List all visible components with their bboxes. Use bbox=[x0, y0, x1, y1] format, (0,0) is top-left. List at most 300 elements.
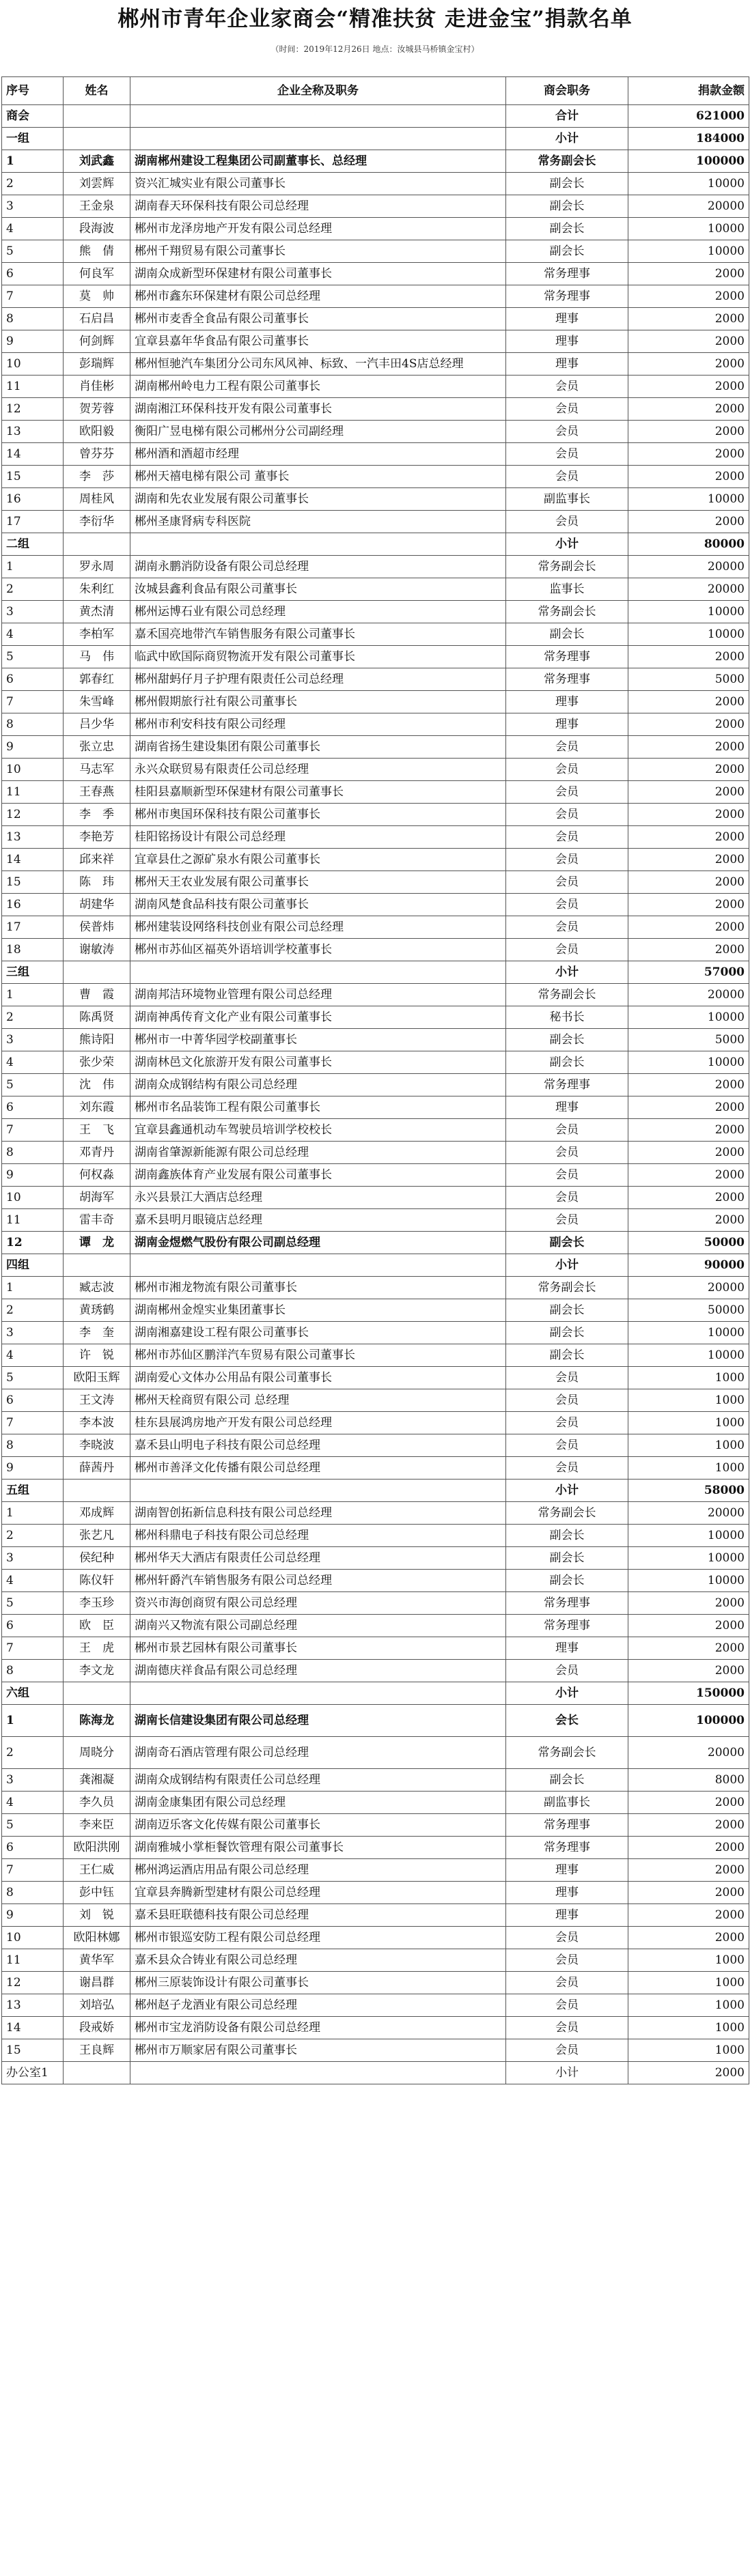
donation-amount: 2000 bbox=[628, 2062, 749, 2084]
company-and-title: 郴州华天大酒店有限责任公司总经理 bbox=[130, 1547, 506, 1570]
member-name: 黄杰清 bbox=[64, 601, 130, 623]
company-and-title: 湖南奇石酒店管理有限公司总经理 bbox=[130, 1737, 506, 1769]
table-row bbox=[2, 916, 749, 939]
header-position: 商会职务 bbox=[506, 77, 628, 105]
row-number: 8 bbox=[2, 1882, 64, 1904]
donation-amount: 2000 bbox=[628, 736, 749, 759]
company-and-title: 临武中欧国际商贸物流开发有限公司董事长 bbox=[130, 646, 506, 668]
member-name: 刘东霞 bbox=[64, 1096, 130, 1119]
table-row bbox=[2, 578, 749, 601]
company-and-title: 宜章县仕之源矿泉水有限公司董事长 bbox=[130, 849, 506, 871]
row-number: 5 bbox=[2, 1367, 64, 1389]
chamber-position: 常务理事 bbox=[506, 1837, 628, 1859]
table-row bbox=[2, 1209, 749, 1232]
table-row bbox=[2, 1769, 749, 1792]
member-name: 王良辉 bbox=[64, 2039, 130, 2062]
table-row bbox=[2, 1859, 749, 1882]
header-no: 序号 bbox=[2, 77, 64, 105]
donation-amount: 2000 bbox=[628, 759, 749, 781]
row-number: 8 bbox=[2, 1434, 64, 1457]
row-number: 6 bbox=[2, 1096, 64, 1119]
row-number: 6 bbox=[2, 668, 64, 691]
table-row bbox=[2, 1051, 749, 1074]
chamber-position: 会员 bbox=[506, 1142, 628, 1164]
member-name: 谢昌群 bbox=[64, 1972, 130, 1994]
donation-amount: 2000 bbox=[628, 1927, 749, 1949]
member-name: 薛茜丹 bbox=[64, 1457, 130, 1480]
member-name: 臧志波 bbox=[64, 1277, 130, 1299]
chamber-position: 理事 bbox=[506, 330, 628, 353]
company-and-title: 宜章县奔腾新型建材有限公司总经理 bbox=[130, 1882, 506, 1904]
row-number: 9 bbox=[2, 736, 64, 759]
member-name: 欧阳林娜 bbox=[64, 1927, 130, 1949]
table-row bbox=[2, 2039, 749, 2062]
chamber-position: 常务副会长 bbox=[506, 556, 628, 578]
donation-amount: 1000 bbox=[628, 1389, 749, 1412]
table-row bbox=[2, 939, 749, 961]
member-name: 曾芬芬 bbox=[64, 443, 130, 466]
company-and-title: 郴州假期旅行社有限公司董事长 bbox=[130, 691, 506, 713]
row-number: 17 bbox=[2, 511, 64, 533]
company-and-title bbox=[130, 961, 506, 984]
member-name: 彭瑞辉 bbox=[64, 353, 130, 376]
company-and-title: 郴州市湘龙物流有限公司董事长 bbox=[130, 1277, 506, 1299]
chamber-position: 会员 bbox=[506, 1660, 628, 1682]
member-name bbox=[64, 961, 130, 984]
chamber-position: 常务理事 bbox=[506, 646, 628, 668]
company-and-title: 郴州市利安科技有限公司经理 bbox=[130, 713, 506, 736]
table-row bbox=[2, 894, 749, 916]
donation-amount: 80000 bbox=[628, 533, 749, 556]
chamber-position: 会员 bbox=[506, 736, 628, 759]
donation-amount: 2000 bbox=[628, 713, 749, 736]
member-name: 李玉珍 bbox=[64, 1592, 130, 1615]
donation-amount: 2000 bbox=[628, 1637, 749, 1660]
chamber-position: 会员 bbox=[506, 849, 628, 871]
table-row bbox=[2, 2017, 749, 2039]
member-name: 李衍华 bbox=[64, 511, 130, 533]
member-name: 王金泉 bbox=[64, 195, 130, 218]
company-and-title: 湖南春天环保科技有限公司总经理 bbox=[130, 195, 506, 218]
chamber-position: 常务副会长 bbox=[506, 1277, 628, 1299]
row-number: 4 bbox=[2, 1051, 64, 1074]
row-number: 12 bbox=[2, 398, 64, 421]
donation-amount: 2000 bbox=[628, 1792, 749, 1814]
row-number: 3 bbox=[2, 1322, 64, 1344]
member-name: 刘培弘 bbox=[64, 1994, 130, 2017]
donation-amount: 2000 bbox=[628, 1837, 749, 1859]
member-name: 陈仪轩 bbox=[64, 1570, 130, 1592]
chamber-position: 会员 bbox=[506, 1927, 628, 1949]
company-and-title: 桂东县展鸿房地产开发有限公司总经理 bbox=[130, 1412, 506, 1434]
chamber-position: 会员 bbox=[506, 2039, 628, 2062]
chamber-position: 副会长 bbox=[506, 1029, 628, 1051]
chamber-position: 副会长 bbox=[506, 173, 628, 195]
row-number: 15 bbox=[2, 466, 64, 488]
row-number: 5 bbox=[2, 1592, 64, 1615]
donation-amount: 10000 bbox=[628, 1547, 749, 1570]
table-row bbox=[2, 1164, 749, 1187]
table-row bbox=[2, 691, 749, 713]
table-row bbox=[2, 1547, 749, 1570]
member-name: 黄华军 bbox=[64, 1949, 130, 1972]
table-row bbox=[2, 128, 749, 150]
chamber-position: 会员 bbox=[506, 511, 628, 533]
donation-amount: 2000 bbox=[628, 466, 749, 488]
chamber-position: 秘书长 bbox=[506, 1006, 628, 1029]
row-number: 8 bbox=[2, 1142, 64, 1164]
company-and-title: 湖南德庆祥食品有限公司总经理 bbox=[130, 1660, 506, 1682]
table-row bbox=[2, 1142, 749, 1164]
chamber-position: 副会长 bbox=[506, 195, 628, 218]
chamber-position: 理事 bbox=[506, 308, 628, 330]
chamber-position: 常务理事 bbox=[506, 1592, 628, 1615]
donation-amount: 2000 bbox=[628, 308, 749, 330]
company-and-title: 湖南众成钢结构有限责任公司总经理 bbox=[130, 1769, 506, 1792]
member-name: 熊 倩 bbox=[64, 240, 130, 263]
table-row bbox=[2, 1277, 749, 1299]
chamber-position: 常务理事 bbox=[506, 1074, 628, 1096]
row-number: 2 bbox=[2, 1737, 64, 1769]
chamber-position: 会员 bbox=[506, 1367, 628, 1389]
member-name: 侯普炜 bbox=[64, 916, 130, 939]
company-and-title: 湖南兴又物流有限公司副总经理 bbox=[130, 1615, 506, 1637]
donation-amount: 90000 bbox=[628, 1254, 749, 1277]
row-number: 1 bbox=[2, 1502, 64, 1525]
table-row bbox=[2, 533, 749, 556]
member-name: 李 莎 bbox=[64, 466, 130, 488]
row-number: 商会 bbox=[2, 105, 64, 128]
table-row bbox=[2, 1502, 749, 1525]
member-name: 何剑辉 bbox=[64, 330, 130, 353]
member-name: 陈海龙 bbox=[64, 1705, 130, 1737]
row-number: 11 bbox=[2, 781, 64, 804]
donation-amount: 2000 bbox=[628, 1096, 749, 1119]
donation-amount: 2000 bbox=[628, 376, 749, 398]
row-number: 18 bbox=[2, 939, 64, 961]
row-number: 1 bbox=[2, 984, 64, 1006]
company-and-title bbox=[130, 128, 506, 150]
member-name: 李晓波 bbox=[64, 1434, 130, 1457]
chamber-position: 理事 bbox=[506, 1637, 628, 1660]
member-name: 贺芳蓉 bbox=[64, 398, 130, 421]
table-row bbox=[2, 1660, 749, 1682]
table-row bbox=[2, 1792, 749, 1814]
member-name: 郭春红 bbox=[64, 668, 130, 691]
chamber-position: 会员 bbox=[506, 443, 628, 466]
row-number: 9 bbox=[2, 1164, 64, 1187]
chamber-position: 副会长 bbox=[506, 1322, 628, 1344]
member-name: 李文龙 bbox=[64, 1660, 130, 1682]
row-number: 1 bbox=[2, 1277, 64, 1299]
row-number: 16 bbox=[2, 488, 64, 511]
row-number: 9 bbox=[2, 330, 64, 353]
member-name bbox=[64, 128, 130, 150]
company-and-title: 湖南郴州金煌实业集团董事长 bbox=[130, 1299, 506, 1322]
company-and-title: 湖南林邑文化旅游开发有限公司董事长 bbox=[130, 1051, 506, 1074]
chamber-position: 副会长 bbox=[506, 1299, 628, 1322]
company-and-title: 郴州千翔贸易有限公司董事长 bbox=[130, 240, 506, 263]
donation-amount: 1000 bbox=[628, 1367, 749, 1389]
member-name: 刘 锐 bbox=[64, 1904, 130, 1927]
chamber-position: 小计 bbox=[506, 1480, 628, 1502]
donation-amount: 1000 bbox=[628, 1949, 749, 1972]
row-number: 二组 bbox=[2, 533, 64, 556]
member-name: 王春燕 bbox=[64, 781, 130, 804]
donation-amount: 2000 bbox=[628, 1119, 749, 1142]
row-number: 5 bbox=[2, 1814, 64, 1837]
company-and-title bbox=[130, 1480, 506, 1502]
table-row bbox=[2, 1615, 749, 1637]
member-name: 肖佳彬 bbox=[64, 376, 130, 398]
company-and-title: 嘉禾国亮地带汽车销售服务有限公司董事长 bbox=[130, 623, 506, 646]
member-name: 马 伟 bbox=[64, 646, 130, 668]
member-name: 罗永周 bbox=[64, 556, 130, 578]
row-number: 13 bbox=[2, 1994, 64, 2017]
company-and-title: 湖南省扬生建设集团有限公司董事长 bbox=[130, 736, 506, 759]
company-and-title: 郴州市景艺园林有限公司董事长 bbox=[130, 1637, 506, 1660]
chamber-position: 理事 bbox=[506, 1904, 628, 1927]
member-name: 李来臣 bbox=[64, 1814, 130, 1837]
table-row bbox=[2, 1570, 749, 1592]
table-row bbox=[2, 736, 749, 759]
table-row bbox=[2, 1232, 749, 1254]
table-row bbox=[2, 218, 749, 240]
row-number: 3 bbox=[2, 195, 64, 218]
member-name: 胡建华 bbox=[64, 894, 130, 916]
donation-amount: 2000 bbox=[628, 894, 749, 916]
donation-amount: 184000 bbox=[628, 128, 749, 150]
table-row bbox=[2, 1457, 749, 1480]
table-row bbox=[2, 1367, 749, 1389]
chamber-position: 副会长 bbox=[506, 1769, 628, 1792]
table-row bbox=[2, 1412, 749, 1434]
chamber-position: 会员 bbox=[506, 871, 628, 894]
row-number: 7 bbox=[2, 1119, 64, 1142]
row-number: 14 bbox=[2, 2017, 64, 2039]
member-name: 邓成辉 bbox=[64, 1502, 130, 1525]
chamber-position: 会员 bbox=[506, 1209, 628, 1232]
company-and-title: 永兴众联贸易有限责任公司总经理 bbox=[130, 759, 506, 781]
header-org: 企业全称及职务 bbox=[130, 77, 506, 105]
member-name: 张艺凡 bbox=[64, 1525, 130, 1547]
row-number: 12 bbox=[2, 1972, 64, 1994]
row-number: 15 bbox=[2, 871, 64, 894]
row-number: 16 bbox=[2, 894, 64, 916]
chamber-position: 小计 bbox=[506, 2062, 628, 2084]
member-name bbox=[64, 2062, 130, 2084]
chamber-position: 会员 bbox=[506, 1412, 628, 1434]
chamber-position: 常务副会长 bbox=[506, 150, 628, 173]
donation-amount: 2000 bbox=[628, 1615, 749, 1637]
donation-amount: 20000 bbox=[628, 984, 749, 1006]
member-name: 熊诗阳 bbox=[64, 1029, 130, 1051]
member-name: 王 飞 bbox=[64, 1119, 130, 1142]
table-row bbox=[2, 398, 749, 421]
table-row bbox=[2, 1882, 749, 1904]
company-and-title: 郴州市一中菁华园学校副董事长 bbox=[130, 1029, 506, 1051]
donation-amount: 10000 bbox=[628, 623, 749, 646]
donation-amount: 2000 bbox=[628, 939, 749, 961]
member-name: 何权淼 bbox=[64, 1164, 130, 1187]
donation-amount: 2000 bbox=[628, 826, 749, 849]
chamber-position: 常务理事 bbox=[506, 1814, 628, 1837]
chamber-position: 会员 bbox=[506, 939, 628, 961]
row-number: 15 bbox=[2, 2039, 64, 2062]
donation-amount: 1000 bbox=[628, 2017, 749, 2039]
company-and-title: 郴州市麦香全食品有限公司董事长 bbox=[130, 308, 506, 330]
donation-amount: 2000 bbox=[628, 646, 749, 668]
member-name: 段海波 bbox=[64, 218, 130, 240]
chamber-position: 理事 bbox=[506, 691, 628, 713]
row-number: 2 bbox=[2, 578, 64, 601]
chamber-position: 会员 bbox=[506, 1457, 628, 1480]
chamber-position: 会员 bbox=[506, 398, 628, 421]
donation-amount: 1000 bbox=[628, 1994, 749, 2017]
table-row bbox=[2, 713, 749, 736]
table-row bbox=[2, 961, 749, 984]
donation-amount: 2000 bbox=[628, 849, 749, 871]
table-row bbox=[2, 1096, 749, 1119]
table-row bbox=[2, 195, 749, 218]
table-row bbox=[2, 1814, 749, 1837]
row-number: 6 bbox=[2, 1615, 64, 1637]
table-row bbox=[2, 376, 749, 398]
table-row bbox=[2, 1705, 749, 1737]
donation-amount: 2000 bbox=[628, 1882, 749, 1904]
donation-amount: 10000 bbox=[628, 1006, 749, 1029]
table-row bbox=[2, 511, 749, 533]
company-and-title bbox=[130, 105, 506, 128]
company-and-title: 郴州天禧电梯有限公司 董事长 bbox=[130, 466, 506, 488]
company-and-title: 郴州运博石业有限公司总经理 bbox=[130, 601, 506, 623]
table-row bbox=[2, 1972, 749, 1994]
donation-amount: 10000 bbox=[628, 173, 749, 195]
table-row bbox=[2, 2062, 749, 2084]
table-row bbox=[2, 849, 749, 871]
donation-amount: 2000 bbox=[628, 781, 749, 804]
chamber-position: 会员 bbox=[506, 894, 628, 916]
donation-amount: 100000 bbox=[628, 1705, 749, 1737]
donation-amount: 58000 bbox=[628, 1480, 749, 1502]
member-name bbox=[64, 1682, 130, 1705]
chamber-position: 监事长 bbox=[506, 578, 628, 601]
chamber-position: 理事 bbox=[506, 1859, 628, 1882]
chamber-position: 会员 bbox=[506, 1187, 628, 1209]
member-name: 陈禹贤 bbox=[64, 1006, 130, 1029]
member-name: 欧阳毅 bbox=[64, 421, 130, 443]
company-and-title: 郴州天栓商贸有限公司 总经理 bbox=[130, 1389, 506, 1412]
table-row bbox=[2, 871, 749, 894]
row-number: 6 bbox=[2, 1389, 64, 1412]
chamber-position: 副监事长 bbox=[506, 1792, 628, 1814]
donation-amount: 2000 bbox=[628, 691, 749, 713]
donation-amount: 2000 bbox=[628, 916, 749, 939]
table-row bbox=[2, 984, 749, 1006]
table-row bbox=[2, 1074, 749, 1096]
member-name: 李柏军 bbox=[64, 623, 130, 646]
table-row bbox=[2, 781, 749, 804]
member-name: 何良军 bbox=[64, 263, 130, 285]
table-row bbox=[2, 1737, 749, 1769]
donation-amount: 2000 bbox=[628, 330, 749, 353]
member-name: 石启昌 bbox=[64, 308, 130, 330]
row-number: 5 bbox=[2, 646, 64, 668]
company-and-title: 郴州市万顺家居有限公司董事长 bbox=[130, 2039, 506, 2062]
member-name: 彭中钰 bbox=[64, 1882, 130, 1904]
chamber-position: 合计 bbox=[506, 105, 628, 128]
document-title: 郴州市青年企业家商会“精准扶贫 走进金宝”捐款名单 bbox=[117, 7, 633, 31]
member-name: 朱利红 bbox=[64, 578, 130, 601]
row-number: 7 bbox=[2, 285, 64, 308]
chamber-position: 会员 bbox=[506, 826, 628, 849]
table-row bbox=[2, 240, 749, 263]
member-name: 欧阳玉辉 bbox=[64, 1367, 130, 1389]
table-row bbox=[2, 1299, 749, 1322]
table-row bbox=[2, 466, 749, 488]
table-row bbox=[2, 1637, 749, 1660]
chamber-position: 会员 bbox=[506, 1389, 628, 1412]
table-row bbox=[2, 1837, 749, 1859]
table-row bbox=[2, 804, 749, 826]
row-number: 10 bbox=[2, 759, 64, 781]
table-row bbox=[2, 1187, 749, 1209]
donation-amount: 2000 bbox=[628, 1187, 749, 1209]
chamber-position: 常务副会长 bbox=[506, 1737, 628, 1769]
table-row bbox=[2, 263, 749, 285]
row-number: 2 bbox=[2, 1299, 64, 1322]
company-and-title: 湖南郴州岭电力工程有限公司董事长 bbox=[130, 376, 506, 398]
donation-amount: 1000 bbox=[628, 1972, 749, 1994]
table-row bbox=[2, 443, 749, 466]
member-name: 李 奎 bbox=[64, 1322, 130, 1344]
row-number: 7 bbox=[2, 1637, 64, 1660]
chamber-position: 副会长 bbox=[506, 1525, 628, 1547]
company-and-title: 郴州轩爵汽车销售服务有限公司总经理 bbox=[130, 1570, 506, 1592]
table-row bbox=[2, 330, 749, 353]
row-number: 12 bbox=[2, 1232, 64, 1254]
company-and-title: 嘉禾县明月眼镜店总经理 bbox=[130, 1209, 506, 1232]
row-number: 10 bbox=[2, 353, 64, 376]
company-and-title: 郴州圣康肾病专科医院 bbox=[130, 511, 506, 533]
company-and-title: 桂阳铭扬设计有限公司总经理 bbox=[130, 826, 506, 849]
table-row bbox=[2, 308, 749, 330]
donation-amount: 8000 bbox=[628, 1769, 749, 1792]
donation-amount: 50000 bbox=[628, 1299, 749, 1322]
donation-amount: 2000 bbox=[628, 511, 749, 533]
row-number: 9 bbox=[2, 1904, 64, 1927]
table-row bbox=[2, 173, 749, 195]
row-number: 3 bbox=[2, 1547, 64, 1570]
member-name: 欧阳洪刚 bbox=[64, 1837, 130, 1859]
company-and-title bbox=[130, 1254, 506, 1277]
row-number: 六组 bbox=[2, 1682, 64, 1705]
row-number: 一组 bbox=[2, 128, 64, 150]
table-row bbox=[2, 623, 749, 646]
row-number: 2 bbox=[2, 1006, 64, 1029]
company-and-title: 湖南金康集团有限公司总经理 bbox=[130, 1792, 506, 1814]
donation-amount: 2000 bbox=[628, 421, 749, 443]
chamber-position: 会员 bbox=[506, 1164, 628, 1187]
chamber-position: 小计 bbox=[506, 533, 628, 556]
chamber-position: 小计 bbox=[506, 128, 628, 150]
chamber-position: 常务理事 bbox=[506, 263, 628, 285]
company-and-title: 嘉禾县山明电子科技有限公司总经理 bbox=[130, 1434, 506, 1457]
member-name: 李久员 bbox=[64, 1792, 130, 1814]
member-name: 许 锐 bbox=[64, 1344, 130, 1367]
row-number: 4 bbox=[2, 623, 64, 646]
donation-amount: 2000 bbox=[628, 353, 749, 376]
